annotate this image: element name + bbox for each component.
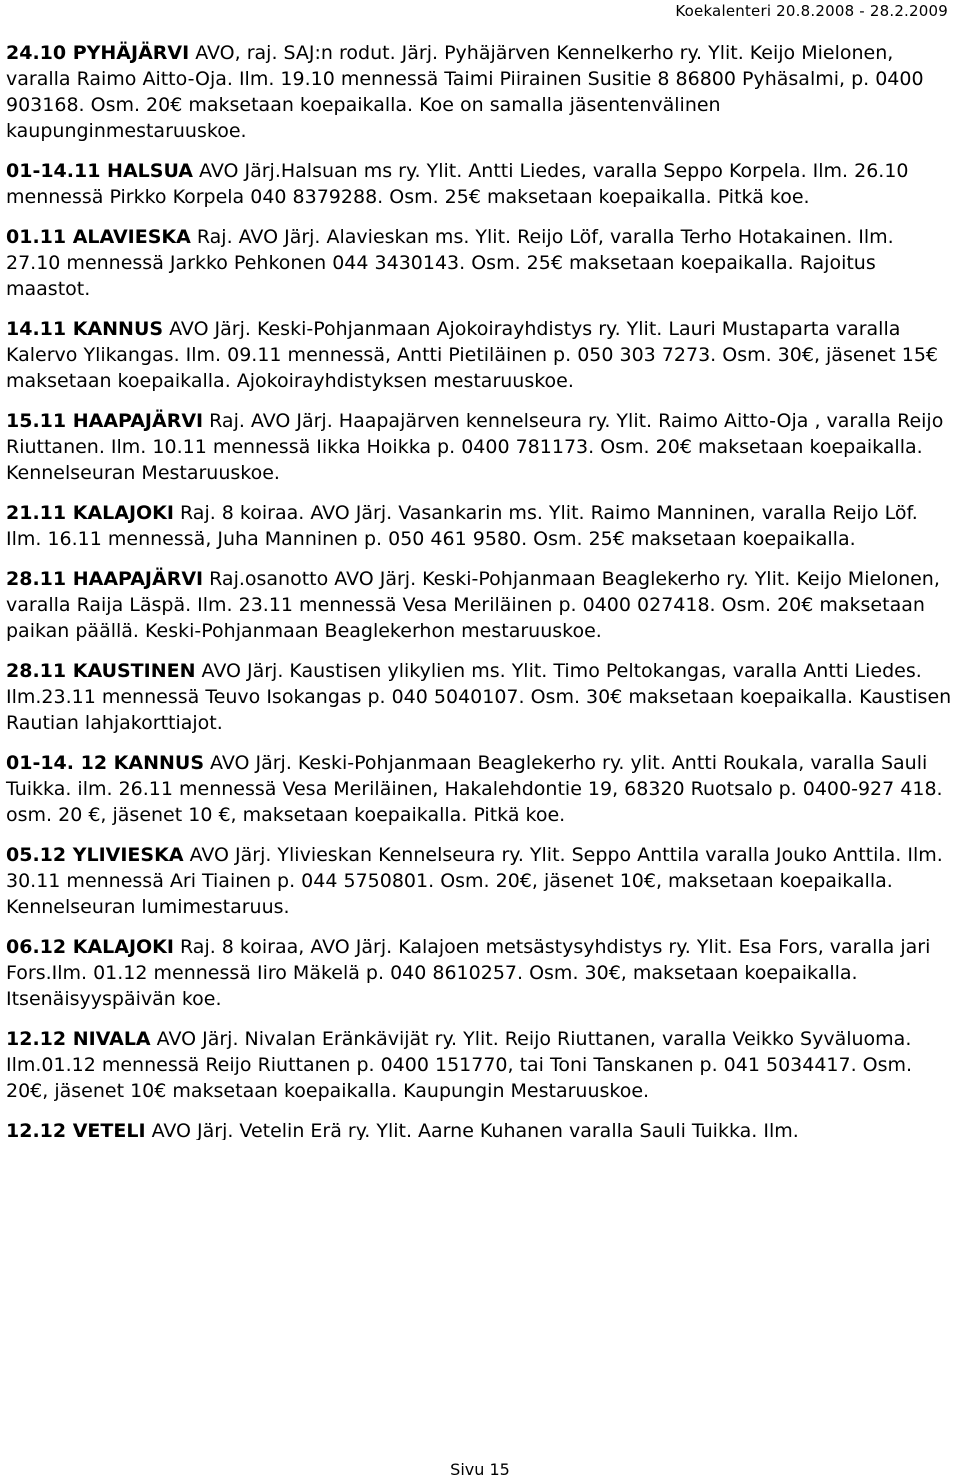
event-details: AVO, raj. SAJ:n rodut. Järj. Pyhäjärven Kennelkerho ry. Ylit. Keijo Mielonen, varalla Raimo Aitto-Oja. Ilm. 19.10 mennessä Taimi Piirainen Susitie 8 86800 Pyhäsalmi, p. 0400 903168. Osm. 20€ maksetaan koepaikalla. Koe on samalla jäsentenvälinen kaupunginmestaruuskoe. [6, 42, 924, 142]
event-place: NIVALA [66, 1028, 151, 1050]
event-date: 01.11 [6, 226, 67, 248]
event-entry [6, 224, 954, 302]
event-details: AVO Järj. Keski-Pohjanmaan Beaglekerho ry. ylit. Antti Roukala, varalla Sauli Tuikka. ilm. 26.11 mennessä Vesa Meriläinen, Hakalehdontie 19, 68320 Ruotsalo p. 0400-927 418. osm. 20 €, jäsenet 10 €, maksetaan koepaikalla. Pitkä koe. [6, 752, 943, 826]
event-place: KAUSTINEN [66, 660, 196, 682]
event-date: 12.12 [6, 1028, 67, 1050]
page-number: Sivu 15 [450, 1460, 510, 1479]
event-details: Raj. AVO Järj. Alavieskan ms. Ylit. Reijo Löf, varalla Terho Hotakainen. Ilm. 27.10 mennessä Jarkko Pehkonen 044 3430143. Osm. 25€ maksetaan koepaikalla. Rajoitus maastot. [6, 226, 894, 300]
event-place: KANNUS [107, 752, 205, 774]
event-place: VETELI [66, 1120, 146, 1140]
event-date: 15.11 [6, 410, 67, 432]
event-entry [6, 40, 954, 144]
event-place: HAAPAJÄRVI [66, 568, 204, 590]
event-date: 14.11 [6, 318, 67, 340]
event-place: KALAJOKI [66, 936, 174, 958]
event-details: Raj. 8 koiraa. AVO Järj. Vasankarin ms. Ylit. Raimo Manninen, varalla Reijo Löf. Ilm. 16.11 mennessä, Juha Manninen p. 050 461 9580. Osm. 25€ maksetaan koepaikalla. [6, 502, 918, 550]
event-date: 28.11 [6, 568, 67, 590]
event-details: AVO Järj. Keski-Pohjanmaan Ajokoirayhdistys ry. Ylit. Lauri Mustaparta varalla Kalervo Ylikangas. Ilm. 09.11 mennessä, Antti Pietiläinen p. 050 303 7273. Osm. 30€, jäsenet 15€ maksetaan koepaikalla. Ajokoirayhdistyksen mestaruuskoe. [6, 318, 939, 392]
event-place: KALAJOKI [66, 502, 174, 524]
event-entry [6, 750, 954, 828]
event-entry [6, 934, 954, 1012]
event-entry [6, 500, 954, 552]
event-entry [6, 408, 954, 486]
event-date: 21.11 [6, 502, 67, 524]
event-place: ALAVIESKA [66, 226, 191, 248]
event-details: AVO Järj. Kaustisen ylikylien ms. Ylit. Timo Peltokangas, varalla Antti Liedes. Ilm.23.11 mennessä Teuvo Isokangas p. 040 5040107. Osm. 30€ maksetaan koepaikalla. Kaustisen Rautian lahjakorttiajot. [6, 660, 952, 734]
event-date: 28.11 [6, 660, 67, 682]
event-date: 06.12 [6, 936, 67, 958]
event-details: AVO Järj. Vetelin Erä ry. Ylit. Aarne Kuhanen varalla Sauli Tuikka. Ilm. [145, 1120, 799, 1140]
event-details: AVO Järj. Ylivieskan Kennelseura ry. Ylit. Seppo Anttila varalla Jouko Anttila. Ilm. 30.11 mennessä Ari Tiainen p. 044 5750801. Osm. 20€, jäsenet 10€, maksetaan koepaikalla. Kennelseuran lumimestaruus. [6, 844, 943, 918]
event-date: 01-14. 12 [6, 752, 108, 774]
event-details: Raj.osanotto AVO Järj. Keski-Pohjanmaan Beaglekerho ry. Ylit. Keijo Mielonen, varalla Raija Läspä. Ilm. 23.11 mennessä Vesa Meriläinen p. 0400 027418. Osm. 20€ maksetaan paikan päällä. Keski-Pohjanmaan Beaglekerhon mestaruuskoe. [6, 568, 940, 642]
event-entry [6, 658, 954, 736]
event-date: 05.12 [6, 844, 67, 866]
event-entry [6, 842, 954, 920]
event-date: 24.10 PYHÄJÄRVI [6, 42, 190, 64]
event-entry [6, 316, 954, 394]
event-entry [6, 566, 954, 644]
event-date: 01-14.11 [6, 160, 101, 182]
event-entry [6, 1026, 954, 1104]
document-header: Koekalenteri 20.8.2008 - 28.2.2009 [675, 2, 948, 20]
event-place: HAAPAJÄRVI [66, 410, 204, 432]
event-details: AVO Järj.Halsuan ms ry. Ylit. Antti Liedes, varalla Seppo Korpela. Ilm. 26.10 mennessä Pirkko Korpela 040 8379288. Osm. 25€ maksetaan koepaikalla. Pitkä koe. [6, 160, 909, 208]
event-date: 12.12 [6, 1120, 67, 1140]
event-place: KANNUS [66, 318, 164, 340]
event-place: HALSUA [100, 160, 193, 182]
event-details: AVO Järj. Nivalan Eränkävijät ry. Ylit. Reijo Riuttanen, varalla Veikko Syväluoma. Ilm.01.12 mennessä Reijo Riuttanen p. 0400 151770, tai Toni Tanskanen p. 041 5034417. Osm. 20€, jäsenet 10€ maksetaan koepaikalla. Kaupungin Mestaruuskoe. [6, 1028, 913, 1102]
event-details: Raj. AVO Järj. Haapajärven kennelseura ry. Ylit. Raimo Aitto-Oja , varalla Reijo Riuttanen. Ilm. 10.11 mennessä Iikka Hoikka p. 0400 781173. Osm. 20€ maksetaan koepaikalla. Kennelseuran Mestaruuskoe. [6, 410, 944, 484]
event-calendar-list [6, 40, 954, 1140]
event-details: Raj. 8 koiraa, AVO Järj. Kalajoen metsästysyhdistys ry. Ylit. Esa Fors, varalla jari Fors.Ilm. 01.12 mennessä Iiro Mäkelä p. 040 8610257. Osm. 30€, maksetaan koepaikalla. Itsenäisyyspäivän koe. [6, 936, 931, 1010]
event-place: YLIVIESKA [66, 844, 184, 866]
event-entry [6, 158, 954, 210]
event-entry [6, 1118, 954, 1140]
